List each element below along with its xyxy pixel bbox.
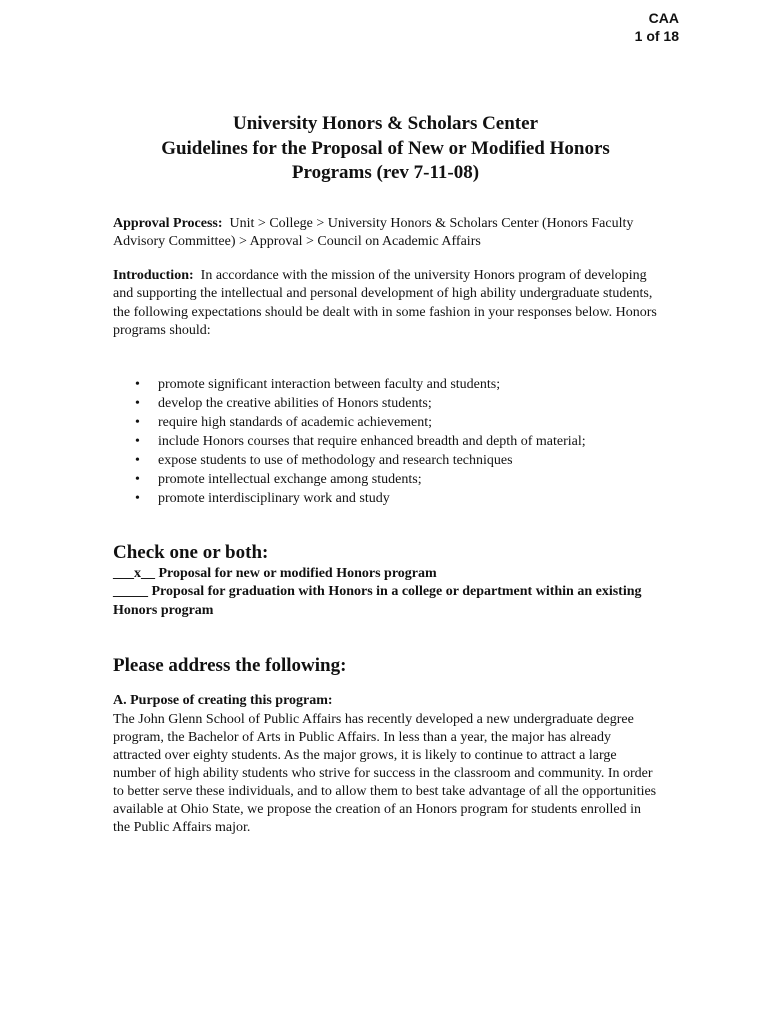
- list-item: • include Honors courses that require enhanced breadth and depth of material;: [135, 433, 586, 449]
- section-a-body: The John Glenn School of Public Affairs has recently developed a new undergraduate degree program, the Bachelor of Arts in Public Affairs. In less than a year, the major has already attracted over eighty students. As the major grows, it is likely to continue to attract a large number of high ability students who strive for success in the classroom and community. In order to better serve these individuals, and to allow them to best take advantage of all the opportunities available at Ohio State, we propose the creation of an Honors program for students enrolled in the Public Affairs major.: [113, 711, 657, 835]
- title-line-3: Programs (rev 7-11-08): [291, 162, 480, 183]
- section-a-heading: A. Purpose of creating this program:: [113, 693, 333, 708]
- list-item: • promote interdisciplinary work and study: [135, 490, 390, 506]
- option-graduation-honors: _____ Proposal for graduation with Honors in a college or department within an existing Honors program: [113, 584, 642, 618]
- approval-text: Unit > College > University Honors & Scholars Center (Honors Faculty Advisory Committee) > Approval > Council on Academic Affairs: [113, 215, 634, 249]
- address-heading: Please address the following:: [113, 655, 347, 676]
- approval-label: Approval Process:: [113, 215, 223, 231]
- bullet-icon: •: [135, 395, 140, 411]
- bullet-icon: •: [135, 490, 140, 506]
- approval-process: [113, 215, 658, 252]
- list-item: • require high standards of academic achievement;: [135, 414, 433, 430]
- bullet-icon: •: [135, 376, 140, 392]
- bullet-icon: •: [135, 433, 140, 449]
- list-item: • develop the creative abilities of Honors students;: [135, 395, 432, 411]
- introduction: [113, 267, 658, 341]
- list-item: • expose students to use of methodology and research techniques: [135, 452, 513, 468]
- introduction-text: In accordance with the mission of the university Honors program of developing and supporting the intellectual and personal development of high ability undergraduate students, the following expectations should be dealt with in some fashion in your responses below. Honors programs should:: [113, 267, 657, 338]
- list-item: • promote intellectual exchange among students;: [135, 471, 422, 487]
- document-body: [113, 112, 658, 837]
- title-line-2: Guidelines for the Proposal of New or Modified Honors: [161, 137, 610, 159]
- list-item: • promote significant interaction between faculty and students;: [135, 376, 501, 392]
- introduction-label: Introduction:: [113, 267, 194, 283]
- page-header: [635, 9, 679, 45]
- bullet-icon: •: [135, 452, 140, 468]
- bullet-icon: •: [135, 471, 140, 487]
- option-new-program: ___x__ Proposal for new or modified Honors program: [113, 565, 437, 581]
- title-line-1: University Honors & Scholars Center: [232, 113, 539, 134]
- document-title: [113, 112, 658, 186]
- page-number: 1 of 18: [634, 28, 679, 44]
- bullet-icon: •: [135, 414, 140, 430]
- expectations-list: [113, 375, 658, 508]
- header-org: CAA: [648, 10, 679, 26]
- check-heading: Check one or both:: [113, 541, 269, 563]
